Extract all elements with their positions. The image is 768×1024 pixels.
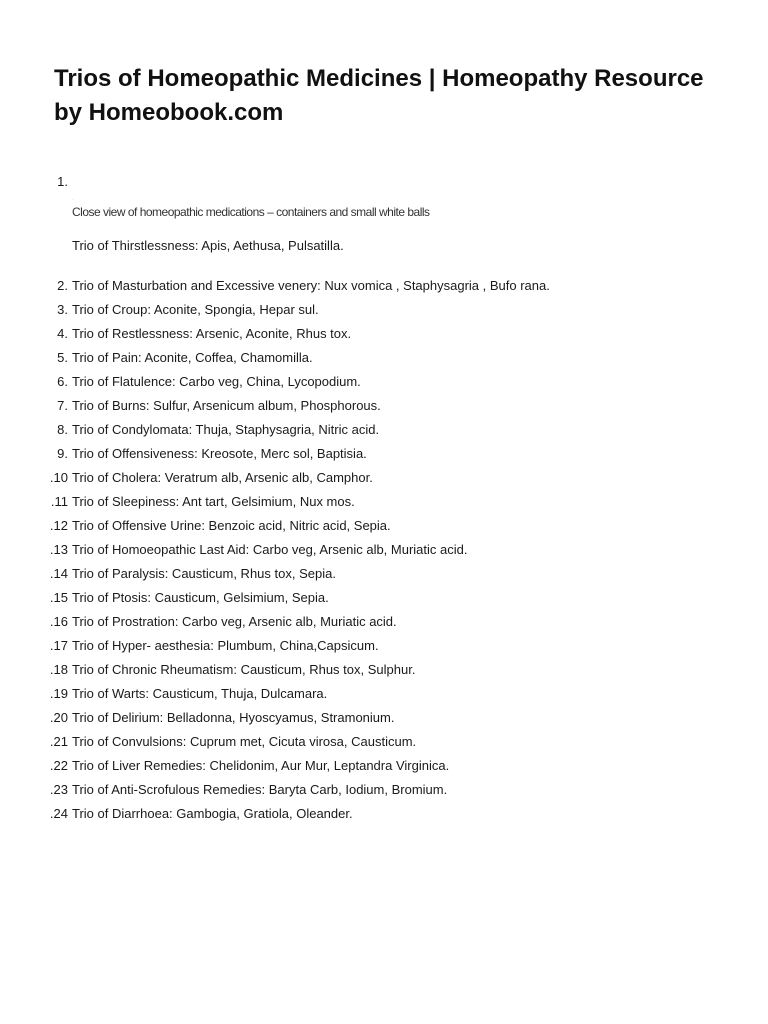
list-item-text: Trio of Croup: Aconite, Spongia, Hepar sul. bbox=[72, 302, 319, 317]
list-item bbox=[49, 634, 728, 658]
list-item bbox=[54, 298, 728, 322]
trios-list bbox=[49, 170, 728, 826]
list-item-text: Trio of Chronic Rheumatism: Causticum, Rhus tox, Sulphur. bbox=[72, 662, 416, 677]
list-item-text: Trio of Offensive Urine: Benzoic acid, Nitric acid, Sepia. bbox=[72, 518, 391, 533]
list-item-text: Trio of Homoeopathic Last Aid: Carbo veg, Arsenic alb, Muriatic acid. bbox=[72, 542, 468, 557]
broken-image-icon: · bbox=[72, 197, 74, 203]
list-item bbox=[49, 466, 728, 490]
list-item bbox=[54, 442, 728, 466]
list-item-number: 16. bbox=[49, 614, 68, 629]
list-item-number: 7. bbox=[57, 398, 68, 413]
list-item-number: 22. bbox=[49, 758, 68, 773]
list-item-number: 4. bbox=[57, 326, 68, 341]
list-item-text: Trio of Flatulence: Carbo veg, China, Lycopodium. bbox=[72, 374, 361, 389]
list-item-number: 12. bbox=[49, 518, 68, 533]
list-item bbox=[49, 730, 728, 754]
list-item-text: Trio of Cholera: Veratrum alb, Arsenic alb, Camphor. bbox=[72, 470, 373, 485]
list-item-text: Trio of Liver Remedies: Chelidonim, Aur Mur, Leptandra Virginica. bbox=[72, 758, 450, 773]
list-item-text: Trio of Ptosis: Causticum, Gelsimium, Sepia. bbox=[72, 590, 329, 605]
list-item bbox=[49, 610, 728, 634]
list-item-text: Trio of Delirium: Belladonna, Hyoscyamus, Stramonium. bbox=[72, 710, 395, 725]
list-item-number: 9. bbox=[57, 446, 68, 461]
list-item bbox=[49, 562, 728, 586]
list-item-text: Trio of Paralysis: Causticum, Rhus tox, Sepia. bbox=[72, 566, 336, 581]
list-item-number: 17. bbox=[49, 638, 68, 653]
list-item-number: 18. bbox=[49, 662, 68, 677]
list-item bbox=[49, 658, 728, 682]
list-item-number: 6. bbox=[57, 374, 68, 389]
list-item-text: Trio of Diarrhoea: Gambogia, Gratiola, Oleander. bbox=[72, 806, 353, 821]
list-item bbox=[54, 370, 728, 394]
list-item-number: 19. bbox=[49, 686, 68, 701]
list-item-text: Trio of Prostration: Carbo veg, Arsenic alb, Muriatic acid. bbox=[72, 614, 397, 629]
list-item bbox=[54, 274, 728, 298]
list-item-number: 2. bbox=[57, 278, 68, 293]
list-item-number: 10. bbox=[49, 470, 68, 485]
list-item bbox=[54, 322, 728, 346]
list-item-text: Trio of Offensiveness: Kreosote, Merc sol, Baptisia. bbox=[72, 446, 367, 461]
list-item-text: Trio of Anti-Scrofulous Remedies: Baryta Carb, Iodium, Bromium. bbox=[72, 782, 448, 797]
list-item-number: 13. bbox=[49, 542, 68, 557]
list-item-text: Trio of Burns: Sulfur, Arsenicum album, Phosphorous. bbox=[72, 398, 381, 413]
list-item-number: 24. bbox=[49, 806, 68, 821]
list-item-text: Trio of Warts: Causticum, Thuja, Dulcamara. bbox=[72, 686, 328, 701]
list-item-number: 20. bbox=[49, 710, 68, 725]
list-item bbox=[54, 170, 728, 274]
list-item-number: 8. bbox=[57, 422, 68, 437]
list-item-number: 15. bbox=[49, 590, 68, 605]
list-item-number: 21. bbox=[49, 734, 68, 749]
list-item-number: 14. bbox=[49, 566, 68, 581]
list-item-text: Trio of Restlessness: Arsenic, Aconite, Rhus tox. bbox=[72, 326, 352, 341]
list-item-number: 3. bbox=[57, 302, 68, 317]
list-item-text: Trio of Hyper- aesthesia: Plumbum, China,Capsicum. bbox=[72, 638, 379, 653]
list-item bbox=[49, 802, 728, 826]
document-title: Trios of Homeopathic Medicines | Homeopathy Resource by Homeobook.com bbox=[54, 65, 704, 126]
image-caption: Close view of homeopathic medications – containers and small white balls bbox=[72, 205, 430, 219]
list-item bbox=[54, 346, 728, 370]
list-item-number: 23. bbox=[49, 782, 68, 797]
list-item bbox=[49, 706, 728, 730]
list-item bbox=[49, 586, 728, 610]
list-item bbox=[54, 418, 728, 442]
list-item-number: 1. bbox=[57, 174, 68, 189]
list-item-text: Trio of Pain: Aconite, Coffea, Chamomilla. bbox=[72, 350, 313, 365]
list-item bbox=[49, 538, 728, 562]
list-item-text: Trio of Masturbation and Excessive venery: Nux vomica , Staphysagria , Bufo rana. bbox=[72, 278, 550, 293]
list-item-text: Trio of Condylomata: Thuja, Staphysagria, Nitric acid. bbox=[72, 422, 380, 437]
list-item-text: Trio of Convulsions: Cuprum met, Cicuta virosa, Causticum. bbox=[72, 734, 417, 749]
list-item bbox=[49, 682, 728, 706]
list-item-number: 11. bbox=[50, 494, 68, 509]
list-item bbox=[49, 754, 728, 778]
list-item-spacer bbox=[72, 170, 728, 194]
list-item bbox=[50, 490, 728, 514]
list-item bbox=[49, 778, 728, 802]
list-item-number: 5. bbox=[57, 350, 68, 365]
list-item bbox=[54, 394, 728, 418]
list-item-text: Trio of Sleepiness: Ant tart, Gelsimium, Nux mos. bbox=[72, 494, 355, 509]
list-item bbox=[49, 514, 728, 538]
list-item-body bbox=[72, 170, 728, 274]
list-item-text: Trio of Thirstlessness: Apis, Aethusa, Pulsatilla. bbox=[72, 238, 344, 253]
